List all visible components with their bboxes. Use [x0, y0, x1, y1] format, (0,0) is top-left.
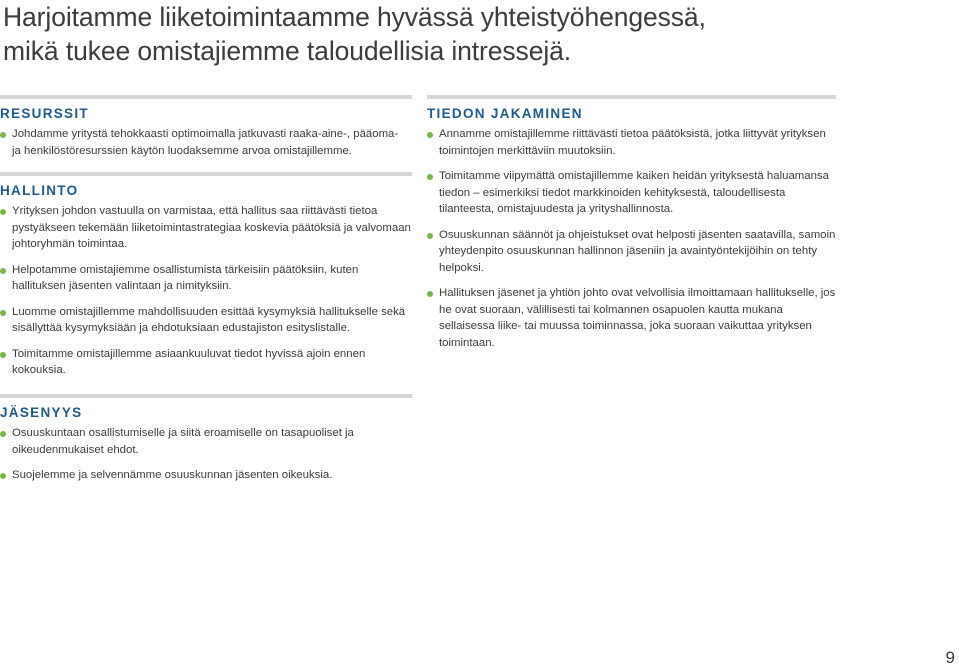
- page-title-line-2: mikä tukee omistajiemme taloudellisia intressejä.: [3, 36, 572, 66]
- list-item-text: Toimitamme omistajillemme asiaankuuluvat tiedot hyvissä ajoin ennen kokouksia.: [12, 347, 366, 376]
- section-jasenyys: [0, 394, 412, 493]
- section-title-resurssit: RESURSSIT: [0, 106, 89, 121]
- list-item: [0, 304, 412, 337]
- bullet-list-resurssit: [0, 126, 412, 159]
- list-item: [0, 126, 412, 159]
- list-item-text: Osuuskunnan säännöt ja ohjeistukset ovat helposti jäsenten saatavilla, samoin yhteydenpito osuuskunnan hallinnon jäseniin ja avaintyöntekijöihin on tehty helpoksi.: [439, 228, 836, 274]
- bullet-dot-icon: [427, 291, 433, 297]
- list-item-text: Annamme omistajillemme riittävästi tietoa päätöksistä, jotka liittyvät yrityksen toimintojen merkittäviin muutoksiin.: [439, 128, 826, 157]
- bullet-dot-icon: [427, 132, 433, 138]
- list-item: [427, 126, 836, 159]
- bullet-dot-icon: [427, 174, 433, 180]
- list-item-text: Johdamme yritystä tehokkaasti optimoimalla jatkuvasti raaka-aine-, pääoma- ja henkilöstöresurssien käytön luodaksemme arvoa omistajillemme.: [12, 128, 399, 157]
- section-divider: [0, 172, 412, 176]
- list-item: [0, 467, 412, 484]
- section-hallinto: [0, 172, 412, 388]
- list-item: [0, 425, 412, 458]
- list-item-text: Helpotamme omistajiemme osallistumista tärkeisiin päätöksiin, kuten hallituksen jäsenten valintaan ja nimityksiin.: [12, 263, 359, 292]
- list-item-text: Osuuskuntaan osallistumiselle ja siitä eroamiselle on tasapuoliset ja oikeudenmukaiset ehdot.: [12, 427, 354, 456]
- bullet-dot-icon: [0, 268, 6, 274]
- list-item: [0, 262, 412, 295]
- section-title-jasenyys: JÄSENYYS: [0, 405, 83, 420]
- section-divider: [427, 95, 836, 99]
- list-item: [427, 168, 836, 218]
- list-item: [427, 227, 836, 277]
- bullet-dot-icon: [0, 352, 6, 358]
- bullet-dot-icon: [0, 132, 6, 138]
- list-item: [427, 285, 836, 351]
- section-divider: [0, 394, 412, 398]
- bullet-dot-icon: [0, 473, 6, 479]
- section-divider: [0, 95, 412, 99]
- list-item-text: Luomme omistajillemme mahdollisuuden esittää kysymyksiä hallitukselle sekä sisällyttää kysymyksiään ja ehdotuksiaan edustajiston esityslistalle.: [12, 305, 406, 334]
- bullet-dot-icon: [0, 209, 6, 215]
- page-title-line-1: Harjoitamme liiketoimintaamme hyvässä yhteistyöhengessä,: [3, 2, 706, 32]
- bullet-list-jasenyys: [0, 425, 412, 484]
- page-title: [3, 0, 953, 68]
- bullet-dot-icon: [427, 233, 433, 239]
- bullet-dot-icon: [0, 310, 6, 316]
- section-title-tiedon-jakaminen: TIEDON JAKAMINEN: [427, 106, 583, 121]
- bullet-dot-icon: [0, 431, 6, 437]
- list-item-text: Hallituksen jäsenet ja yhtiön johto ovat velvollisia ilmoittamaan hallitukselle, jos he ovat suoraan, välillisesti tai kolmannen osapuolen kautta mukana sellaisessa liike- tai muussa toiminnassa, joka suoraan vaikuttaa yrityksen toimintaan.: [439, 287, 836, 349]
- section-tiedon-jakaminen: [427, 95, 836, 360]
- bullet-list-tiedon-jakaminen: [427, 126, 836, 351]
- section-resurssit: [0, 95, 412, 168]
- bullet-list-hallinto: [0, 203, 412, 379]
- list-item-text: Toimitamme viipymättä omistajillemme kaiken heidän yrityksestä haluamansa tiedon – esimerkiksi tiedot markkinoiden kehityksestä, taloudellisesta tilanteesta, omistajuudesta ja yrityshallinnosta.: [439, 170, 829, 215]
- list-item: [0, 346, 412, 379]
- list-item: [0, 203, 412, 253]
- section-title-hallinto: HALLINTO: [0, 183, 79, 198]
- list-item-text: Yrityksen johdon vastuulla on varmistaa, että hallitus saa riittävästi tietoa pystyäkseen tekemään liiketoimintastrategiaa koskevia päätöksiä ja valvomaan johtoryhmän toimintaa.: [12, 205, 411, 250]
- list-item-text: Suojelemme ja selvennämme osuuskunnan jäsenten oikeuksia.: [12, 469, 333, 481]
- page-number: 9: [945, 648, 955, 667]
